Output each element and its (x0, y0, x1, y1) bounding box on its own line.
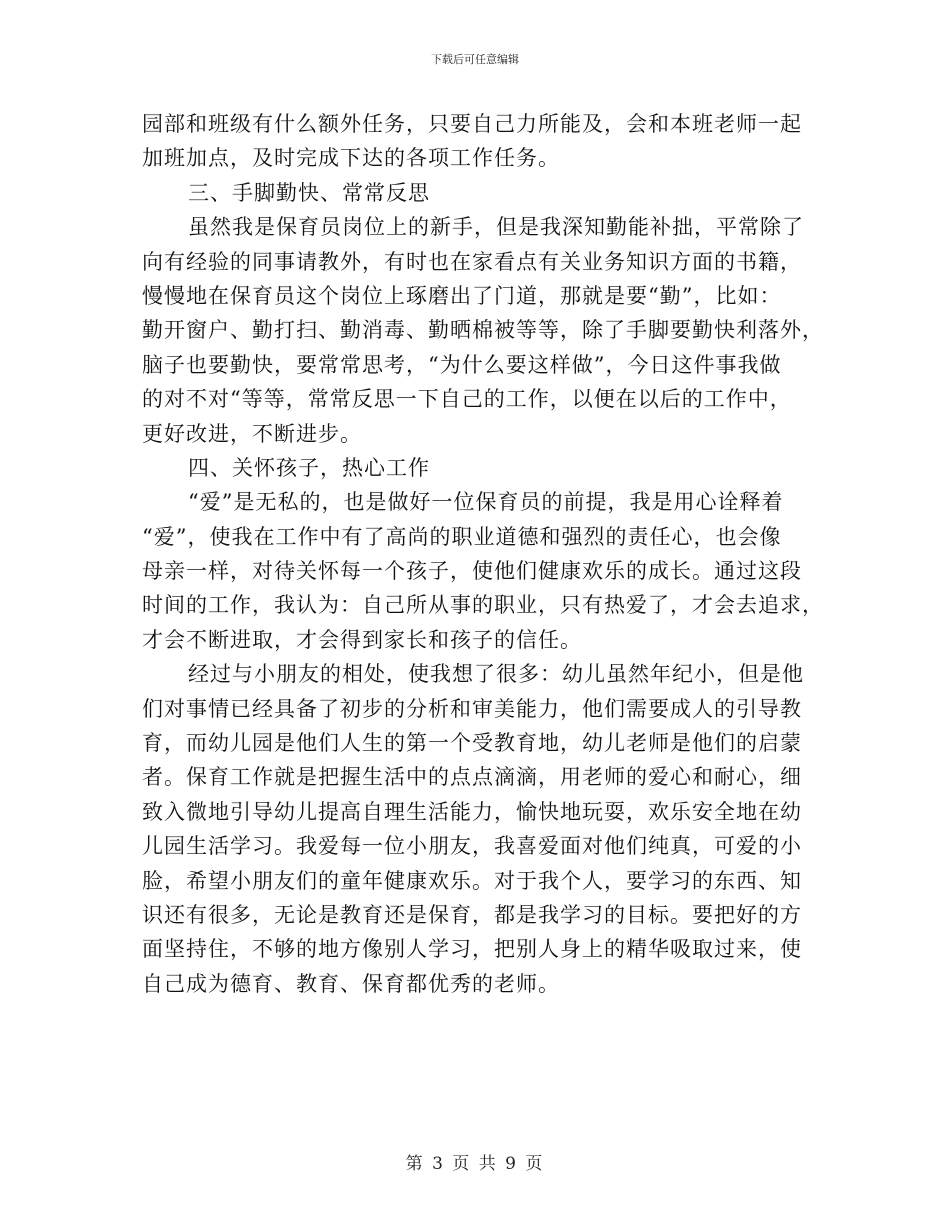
paragraph-line: 面坚持住，不够的地方像别人学习，把别人身上的精华吸取过来，使 (142, 937, 802, 962)
paragraph-line: 们对事情已经具备了初步的分析和审美能力，他们需要成人的引导教 (142, 696, 802, 721)
paragraph-line: 向有经验的同事请教外，有时也在家看点有关业务知识方面的书籍， (142, 249, 802, 274)
paragraph-line: 虽然我是保育员岗位上的新手，但是我深知勤能补拙，平常除了 (188, 215, 804, 240)
paragraph-line: 时间的工作，我认为：自己所从事的职业，只有热爱了，才会去追求， (142, 593, 824, 618)
paragraph-line: 脑子也要勤快，要常常思考，“为什么要这样做”，今日这件事我做 (142, 352, 782, 377)
paragraph-line: 母亲一样，对待关怀每一个孩子，使他们健康欢乐的成长。通过这段 (142, 559, 802, 584)
paragraph-line: 经过与小朋友的相处，使我想了很多：幼儿虽然年纪小，但是他 (188, 662, 804, 687)
paragraph-line: 的对不对“等等，常常反思一下自己的工作，以便在以后的工作中， (142, 387, 792, 412)
paragraph-line: 才会不断进取，才会得到家长和孩子的信任。 (142, 627, 582, 652)
paragraph-line: 儿园生活学习。我爱每一位小朋友，我喜爱面对他们纯真，可爱的小 (142, 834, 802, 859)
paragraph-line: 勤开窗户、勤打扫、勤消毒、勤晒棉被等等，除了手脚要勤快利落外， (142, 318, 824, 343)
page-header: 下载后可任意编辑 (431, 53, 519, 66)
paragraph-line: 三、手脚勤快、常常反思 (188, 180, 430, 205)
paragraph-line: 者。保育工作就是把握生活中的点点滴滴，用老师的爱心和耐心，细 (142, 765, 802, 790)
paragraph-line: “爱”，使我在工作中有了高尚的职业道德和强烈的责任心，也会像 (142, 524, 782, 549)
paragraph-line: 四、关怀孩子，热心工作 (188, 455, 430, 480)
paragraph-line: 自己成为德育、教育、保育都优秀的老师。 (142, 971, 560, 996)
paragraph-line: 园部和班级有什么额外任务，只要自己力所能及，会和本班老师一起 (142, 112, 802, 136)
paragraph-line: 慢慢地在保育员这个岗位上琢磨出了门道，那就是要“勤”，比如： (142, 283, 782, 308)
paragraph-line: 加班加点，及时完成下达的各项工作任务。 (142, 146, 560, 171)
paragraph-line: “爱”是无私的，也是做好一位保育员的前提，我是用心诠释着 (188, 490, 784, 515)
paragraph-line: 致入微地引导幼儿提高自理生活能力，愉快地玩耍，欢乐安全地在幼 (142, 799, 802, 824)
page-number-footer: 第 3 页 共 9 页 (405, 1154, 545, 1174)
paragraph-line: 脸，希望小朋友们的童年健康欢乐。对于我个人，要学习的东西、知 (142, 868, 802, 893)
paragraph-line: 育，而幼儿园是他们人生的第一个受教育地，幼儿老师是他们的启蒙 (142, 731, 802, 756)
paragraph-line: 更好改进，不断进步。 (142, 421, 362, 446)
paragraph-line: 识还有很多，无论是教育还是保育，都是我学习的目标。要把好的方 (142, 902, 802, 927)
document-body (142, 107, 824, 1001)
